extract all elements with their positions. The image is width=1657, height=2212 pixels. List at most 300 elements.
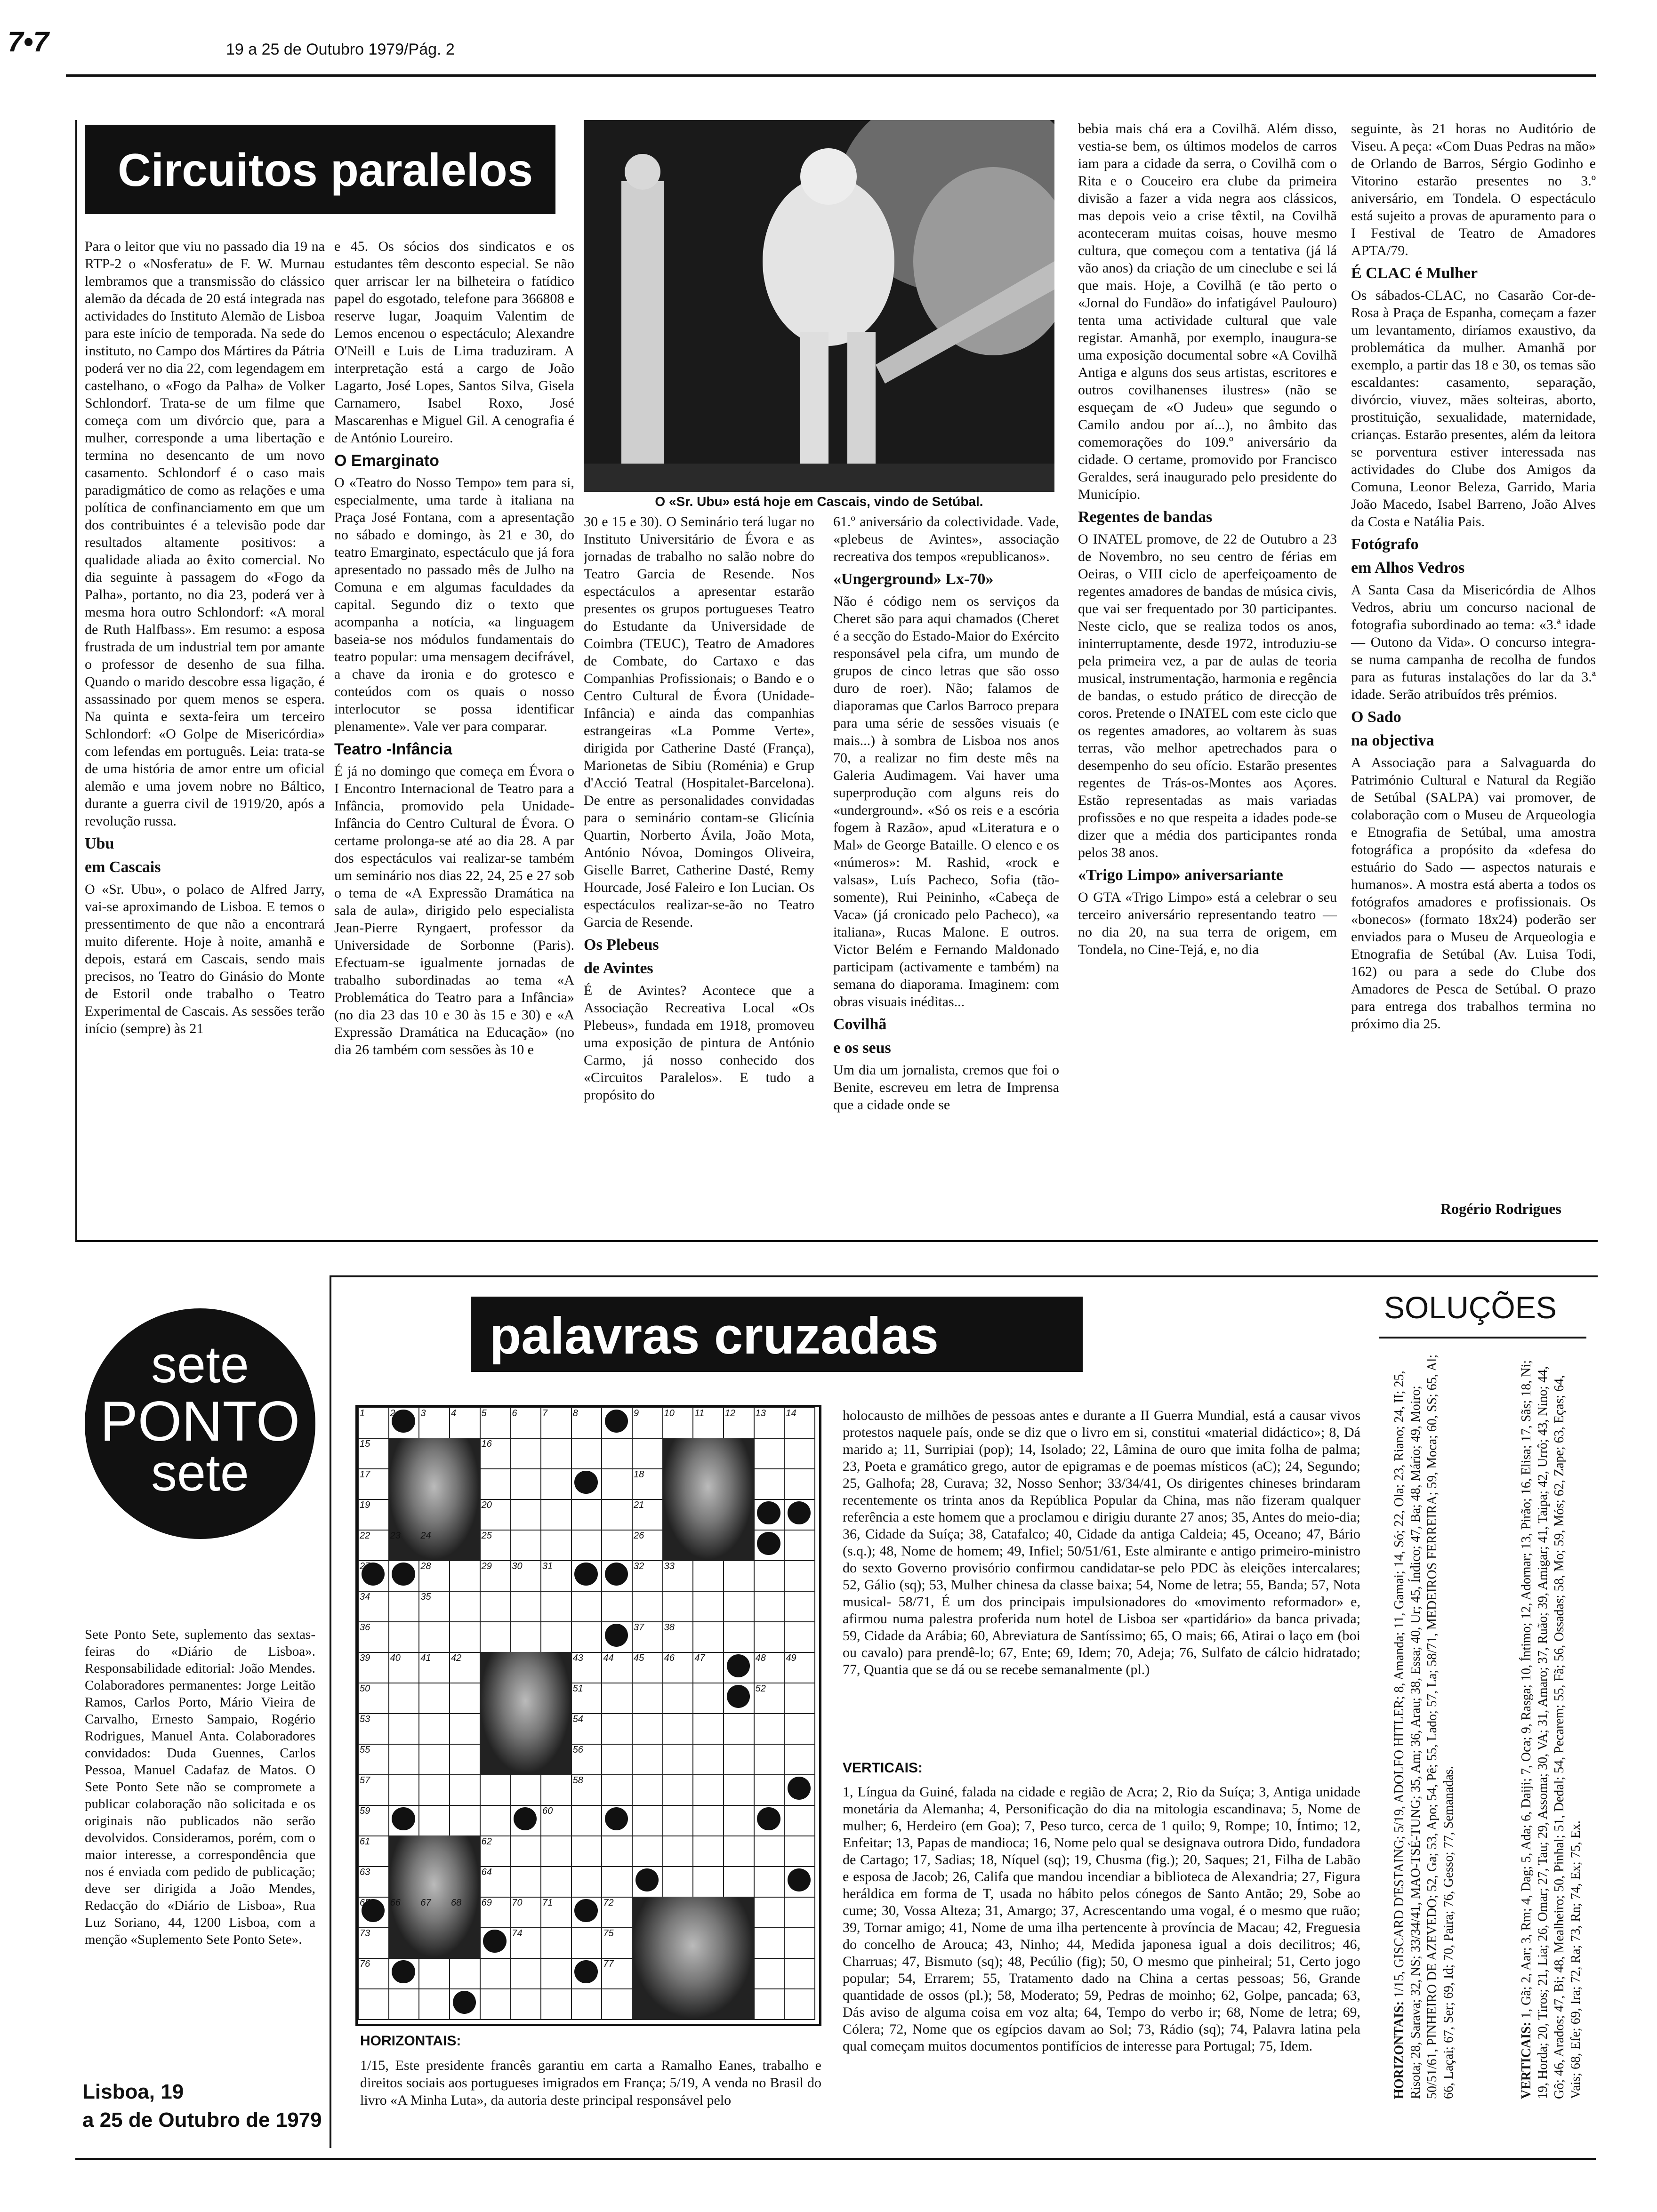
crossword-cell[interactable] (510, 1621, 541, 1653)
crossword-clue-number: 3 (420, 1408, 426, 1419)
crossword-cell[interactable] (510, 1438, 541, 1469)
crossword-clue-number: 17 (360, 1469, 370, 1480)
crossword-cell[interactable] (449, 1713, 481, 1745)
article-paragraph: Um dia um jornalista, cremos que foi o Benite, escreveu em letra de Imprensa que a cidade onde se (833, 1062, 1059, 1113)
crossword-portrait (662, 1438, 754, 1560)
crossword-cell[interactable] (601, 1988, 633, 2020)
crossword-cell[interactable] (571, 1835, 603, 1867)
logo-line-1: sete (151, 1336, 249, 1394)
crossword-clue-number: 61 (360, 1836, 370, 1847)
crossword-clue-number: 72 (603, 1898, 614, 1908)
crossword-cell[interactable] (388, 1988, 420, 2020)
crossword-cell[interactable] (784, 1744, 815, 1775)
crossword-clue-number: 76 (360, 1959, 370, 1969)
crossword-cell[interactable] (510, 1988, 541, 2020)
crossword-clue-number: 24 (420, 1531, 431, 1541)
crossword-black-dot (392, 1807, 415, 1830)
crossword-cell[interactable] (388, 1774, 420, 1806)
article-paragraph: bebia mais chá era a Covilhã. Além disso, vestia-se bem, os últimos modelos de carros iam para a cidade da serra, o Covilhã com o Rita e o Couceiro era clube da primeira divisão a fazer a vida negra aos clássicos, mas depois veio a crise têxtil, na Covilhã aconteceram muitas coisas, houve mesmo cultura, que começou com a tentativa (já lá vão anos) da criação de um cineclube e sei lá que mais. Hoje, a Covilhã (e tão perto o «Jornal do Fundão» do infatigável Paulouro) tenta uma actividade cultural que vale registar. Amanhã, por exemplo, inaugura-se uma exposição documental sobre «A Covilhã Antiga e alguns dos seus artistas, escritores e outros covilhanenses ilustres» (não se esqueçam de «O Judeu» que segundo o Camilo andou por aí...), no âmbito das comemorações do 109.º aniversário da cidade. O certame, promovido por Francisco Geraldes, será inaugurado pelo presidente do Município. (1078, 121, 1337, 502)
crossword-clue-number: 14 (786, 1408, 796, 1419)
crossword-cell[interactable] (754, 1866, 785, 1898)
crossword-cell[interactable] (510, 1591, 541, 1622)
crossword-clue-number: 75 (603, 1928, 614, 1939)
crossword-cell[interactable] (723, 1621, 755, 1653)
crossword-clue-number: 49 (786, 1653, 796, 1663)
crossword-cell[interactable] (692, 1805, 724, 1836)
crossword-black-dot (574, 1563, 597, 1586)
crossword-clue-number: 66 (390, 1898, 401, 1908)
crossword-clue-number: 73 (360, 1928, 370, 1939)
crossword-clue-number: 5 (481, 1408, 487, 1419)
solucoes-horizontais (1391, 1351, 1513, 2099)
sete-ponto-sete-logo (85, 1308, 315, 1539)
crossword-cell[interactable] (571, 1591, 603, 1622)
footer-dateline-2: a 25 de Outubro de 1979 (82, 2108, 322, 2132)
crossword-black-dot (574, 1960, 597, 1983)
section-heading: É CLAC é Mulher (1351, 264, 1478, 282)
crossword-clue-number: 22 (360, 1531, 370, 1541)
crossword-cell[interactable] (358, 1988, 389, 2020)
crossword-cell[interactable] (418, 1713, 450, 1745)
crossword-clue-number: 44 (603, 1653, 614, 1663)
crossword-clue-number: 64 (481, 1867, 492, 1877)
crossword-clue-number: 25 (481, 1531, 492, 1541)
crossword-clue-number: 69 (481, 1898, 492, 1908)
crossword-cell[interactable] (480, 1805, 511, 1836)
crossword-black-dot (483, 1930, 506, 1953)
crossword-title-banner (471, 1297, 1083, 1372)
crossword-cell[interactable] (418, 1774, 450, 1806)
crossword-cell[interactable] (662, 1866, 694, 1898)
crossword-cell[interactable] (480, 1988, 511, 2020)
crossword-cell[interactable] (540, 1499, 572, 1531)
crossword-clue-number: 45 (634, 1653, 644, 1663)
header-logo: 7•7 (8, 26, 49, 57)
crossword-cell[interactable] (540, 1621, 572, 1653)
crossword-clue-number: 34 (360, 1592, 370, 1602)
crossword-cell[interactable] (754, 1988, 785, 2020)
crossword-cell[interactable] (571, 1866, 603, 1898)
crossword-cell[interactable] (540, 1866, 572, 1898)
crossword-clue-number: 50 (360, 1683, 370, 1694)
crossword-cell[interactable] (601, 1774, 633, 1806)
crossword-clue-number: 41 (420, 1653, 431, 1663)
footer-dateline-1: Lisboa, 19 (82, 2080, 184, 2103)
crossword-clue-number: 32 (634, 1561, 644, 1571)
section-heading: em Alhos Vedros (1351, 559, 1465, 577)
crossword-cell[interactable] (540, 1958, 572, 1989)
crossword-cell[interactable] (388, 1683, 420, 1714)
crossword-clue-number: 52 (755, 1683, 766, 1694)
crossword-clue-number: 9 (634, 1408, 639, 1419)
crossword-cell[interactable] (784, 1438, 815, 1469)
crossword-cell[interactable] (784, 1530, 815, 1561)
crossword-cell[interactable] (784, 1713, 815, 1745)
crossword-cell[interactable] (784, 1560, 815, 1592)
crossword-cell[interactable] (784, 1958, 815, 1989)
crossword-clue-number: 68 (451, 1898, 462, 1908)
bottom-rule (75, 2158, 1596, 2160)
crossword-clue-number: 67 (420, 1898, 431, 1908)
crossword-clue-number: 60 (542, 1806, 553, 1816)
article-paragraph: O «Sr. Ubu», o polaco de Alfred Jarry, vai-se aproximando de Lisboa. E temos o pressentimento de que não a encontrará muito diferente. Hoje à noite, amanhã e depois, estará em Cascais, sendo mais precisos, no Teatro do Ginásio do Monte de Estoril onde trabalho o Teatro Experimental de Cascais. As sessões terão início (sempre) às 21 (85, 882, 325, 1036)
article-paragraph: Não é código nem os serviços da Cheret são para aqui chamados (Cheret é a secção do Estado-Maior do Exército responsável pela cifra, um mundo de grupos de cinco letras que são osso duro de roer). Não; falamos de diaporamas que Carlos Barroco prepara para uma série de sessões visuais (e mais...) à sombra de Lisboa nos anos 70, a realizar no fim deste mês na Galeria Audimagem. Vai haver uma superprodução com alguns reis do «underground». «Só os reis e a escória fogem à Razão», apud «Literatura e o Mal» de George Bataille. O elenco e os «números»: M. Rashid, «rock e valsas», Luís Pacheco, Sofia (tão-somente), Rui Peininho, «Cabeça de Vaca» (já cronicado pelo Pacheco), «a italiana», Rucas Malone. E outros. Victor Belém e Fernando Maldonado participam (activamente e também) na semana do diaporama. Imaginem: com obras visuais inéditas... (833, 593, 1059, 1010)
crossword-cell[interactable] (632, 1805, 663, 1836)
crossword-clue-number: 4 (451, 1408, 457, 1419)
section-heading: «Ungerground» Lx-70» (833, 570, 994, 588)
crossword-cell[interactable] (632, 1774, 663, 1806)
crossword-clue-number: 36 (360, 1622, 370, 1633)
crossword-cell[interactable] (480, 1468, 511, 1500)
crossword-cell[interactable] (754, 1835, 785, 1867)
crossword-cell[interactable] (662, 1835, 694, 1867)
solucoes-verticais-label: VERTICAIS: (1519, 2022, 1534, 2099)
horizontais-start: 1/15, Este presidente francês garantiu em carta a Ramalho Eanes, trabalho e direitos sociais aos portugueses imigrados em França; 5/19, A venda no Brasil do livro «A Minha Luta», da autoria deste principal responsável pelo (360, 2058, 821, 2108)
crossword-cell[interactable] (723, 1774, 755, 1806)
crossword-cell[interactable] (754, 1621, 785, 1653)
crossword-clue-number: 62 (481, 1836, 492, 1847)
crossword-cell[interactable] (480, 1621, 511, 1653)
crossword-cell[interactable] (418, 1988, 450, 2020)
crossword-black-dot (757, 1501, 780, 1524)
article-paragraph: 61.º aniversário da colectividade. Vade, «plebeus de Avintes», associação recreativa dos tempos «republicanos». (833, 514, 1059, 564)
crossword-cell[interactable] (692, 1621, 724, 1653)
crossword-cell[interactable] (388, 1621, 420, 1653)
crossword-black-dot (574, 1899, 597, 1922)
crossword-cell[interactable] (601, 1499, 633, 1531)
crossword-cell[interactable] (571, 1988, 603, 2020)
crossword-black-dot (635, 1868, 659, 1891)
crossword-cell[interactable] (540, 1468, 572, 1500)
crossword-cell[interactable] (784, 1988, 815, 2020)
crossword-black-dot (757, 1532, 780, 1555)
logo-line-2: PONTO (100, 1390, 300, 1453)
crossword-cell[interactable] (784, 1468, 815, 1500)
crossword-cell[interactable] (601, 1530, 633, 1561)
crossword-clue-number: 12 (725, 1408, 736, 1419)
crossword-cell[interactable] (540, 1774, 572, 1806)
crossword-cell[interactable] (601, 1866, 633, 1898)
crossword-cell[interactable] (662, 1591, 694, 1622)
crossword-cell[interactable] (784, 1683, 815, 1714)
crossword-cell[interactable] (449, 1774, 481, 1806)
crossword-cell[interactable] (632, 1713, 663, 1745)
column-6 (1351, 120, 1596, 1198)
crossword-cell[interactable] (662, 1744, 694, 1775)
crossword-cell[interactable] (723, 1866, 755, 1898)
crossword-cell[interactable] (540, 1835, 572, 1867)
crossword-cell[interactable] (723, 1591, 755, 1622)
crossword-cell[interactable] (510, 1958, 541, 1989)
crossword-portrait (388, 1835, 480, 1958)
crossword-cell[interactable] (692, 1835, 724, 1867)
crossword-cell[interactable] (449, 1621, 481, 1653)
column-4 (833, 513, 1059, 1238)
crossword-grid (355, 1405, 821, 2026)
crossword-cell[interactable] (418, 1958, 450, 1989)
crossword-clue-number: 26 (634, 1531, 644, 1541)
crossword-clue-number: 23 (390, 1531, 401, 1541)
crossword-clue-number: 31 (542, 1561, 553, 1571)
crossword-cell[interactable] (601, 1744, 633, 1775)
crossword-cell[interactable] (784, 1927, 815, 1959)
crossword-black-dot (453, 1991, 476, 2014)
section-heading: em Cascais (85, 858, 161, 876)
crossword-cell[interactable] (754, 1591, 785, 1622)
crossword-cell[interactable] (571, 1438, 603, 1469)
crossword-clue-number: 43 (572, 1653, 583, 1663)
issue-dateline: 19 a 25 de Outubro 1979/Pág. 2 (226, 40, 455, 58)
horizontais-continued: holocausto de milhões de pessoas antes e durante a II Guerra Mundial, está a causar vivos protestos naquele país, onde se diz que o livro em si, constitui «material didáctico»; 8, Dá marido a; 11, Surripiai (pop); 14, Isolado; 22, Lâmina de ouro que imita folha de palma; 23, Poeta e gramático grego, autor de epigramas e de poemas místicos (aC); 24, Segundo; 25, Galhofa; 28, Curava; 32, Nosso Senhor; 33/34/41, Os dirigentes chineses brindaram recentemente os trinta anos da República Popular da China, mas não fizeram qualquer referência a este homem que a proclamou e dirigiu durante 27 anos; 35, Antes do meio-dia; 36, Cidade da Suíça; 38, Catafalco; 40, Cidade da antiga Caldeia; 45, Oceano; 47, Bário (s.q.); 48, Nome de homem; 49, Infiel; 50/51/61, Este almirante e antigo primeiro-ministro do sexto Governo provisório confirmou candidatar-se pelo PDC às eleições intercalares; 52, Gálio (sq); 53, Mulher chinesa da classe baixa; 54, Nome de letra; 55, Banda; 57, Nota musical- 58/71, É um dos principais impulsionadores do «movimento reformador» e, afirmou numa palestra proferida num hotel de Lisboa ser «partidário» da banca privada; 59, Cidade da Arábia; 60, Abreviatura de Santíssimo; 65, O mais; 66, Atirai o laço em (boi ou cavalo) para prendê-lo; 67, Ente; 69, Idem; 70, Adeja; 76, Sulfato de cálcio hidratado; 77, Quantia que se dá ou se recebe semanalmente (pl.) (843, 1408, 1360, 1677)
crossword-cell[interactable] (418, 1621, 450, 1653)
crossword-cell[interactable] (784, 1591, 815, 1622)
crossword-clue-number: 20 (481, 1500, 492, 1510)
crossword-clue-number: 10 (664, 1408, 675, 1419)
article-paragraph: O «Teatro do Nosso Tempo» tem para si, especialmente, uma tarde à italiana na Praça José Fontana, com a apresentação no sábado e domingo, às 21 e 30, do teatro Emarginato, espectáculo que já fora apresentado no passado mês de Julho na Comuna e em algumas faculdades da capital. Segundo diz o texto que acompanha a notícia, «a linguagem baseia-se nos módulos fundamentais do teatro popular: uma mensagem decifrável, a chave da ironia e do grotesco e conteúdos com os quais o nosso interlocutor se possa identificar plenamente». Vale ver para comparar. (334, 475, 574, 734)
crossword-cell[interactable] (388, 1744, 420, 1775)
crossword-cell[interactable] (540, 1438, 572, 1469)
crossword-black-dot (727, 1685, 750, 1708)
crossword-title: palavras cruzadas (490, 1307, 939, 1365)
crossword-cell[interactable] (510, 1468, 541, 1500)
crossword-clue-number: 77 (603, 1959, 614, 1969)
crossword-cell[interactable] (692, 1683, 724, 1714)
column-3 (584, 513, 814, 1238)
crossword-cell[interactable] (754, 1713, 785, 1745)
crossword-clue-number: 40 (390, 1653, 401, 1663)
section-heading: e os seus (833, 1039, 891, 1057)
crossword-cell[interactable] (662, 1774, 694, 1806)
crossword-cell[interactable] (692, 1866, 724, 1898)
solucoes-rule (1379, 1337, 1586, 1338)
crossword-cell[interactable] (418, 1683, 450, 1714)
crossword-cell[interactable] (601, 1835, 633, 1867)
solucoes-title: SOLUÇÕES (1384, 1290, 1557, 1325)
crossword-cell[interactable] (754, 1897, 785, 1928)
crossword-cell[interactable] (388, 1713, 420, 1745)
crossword-clue-number: 8 (572, 1408, 578, 1419)
article-title-banner (85, 125, 555, 214)
crossword-clue-number: 55 (360, 1745, 370, 1755)
verticais-label: VERTICAIS: (843, 1760, 923, 1776)
crossword-cell[interactable] (723, 1713, 755, 1745)
column-1 (85, 238, 325, 1238)
photo-caption: O «Sr. Ubu» está hoje em Cascais, vindo de Setúbal. (655, 494, 983, 509)
crossword-clue-number: 2 (390, 1408, 395, 1419)
crossword-cell[interactable] (632, 1835, 663, 1867)
crossword-clue-number: 63 (360, 1867, 370, 1877)
crossword-cell[interactable] (571, 1805, 603, 1836)
crossword-cell[interactable] (449, 1958, 481, 1989)
article-paragraph: Para o leitor que viu no passado dia 19 na RTP-2 o «Nosferatu» de F. W. Murnau lembramos que a transmissão do clássico alemão da década de 20 está integrada nas actividades do Instituto Alemão de Lisboa para este início de temporada. Na sede do instituto, no Campo dos Mártires da Pátria poderá ver no dia 22, com legendagem em castelhano, o «Fogo da Palha» de Volker Schlondorf. Trata-se de um filme que começa com um divórcio que, para a mulher, corresponde a uma libertação e termina no desencanto de um novo casamento. Schlondorf é o caso mais paradigmático de como as relações e uma política de confinanciamento em que um dos contribuintes é a televisão pode dar resultados altamente positivos: a qualidade aliada ao êxito comercial. No dia seguinte à passagem do «Fogo da Palha», portanto, no dia 23, poderá ver à mesma hora outro Schlondorf: «A moral de Ruth Halfbass». Em resumo: a esposa frustrada de um industrial tem por amante o professor de desenho de sua filha. Quando o marido descobre essa ligação, é assassinado por quem menos se espera. Na quinta e sexta-feira um terceiro Schlondorf: «O Golpe de Misericórdia» com lefendas em português. Leia: trata-se de uma história de amor entre um oficial alemão e uma jovem nobre no Báltico, durante a guerra civil de 1919/20, após a revolução russa. (85, 239, 325, 829)
crossword-cell[interactable] (540, 1530, 572, 1561)
ubu-photo (584, 120, 1054, 492)
solucoes-verticais-text: 1, Gã; 2, Aar; 3, Rm; 4, Dag; 5, Ada; 6, Daiji; 7, Oca; 9, Rasga; 10, Íntimo; 12, Adornar; 13, Pirão; 16, Elisa; 17, Sãs; 18, Ni; 19, Horda; 20, Tiros; 21, Lia; 26, Omar; 27, Tau; 29, Assoma; 30, VA; 31, Amaro; 37, Ruão; 39, Amigar; 41, Taipa; 42, Urrô; 43, Nino; 44, Gô; 46, Arados; 47, Bi; 48, Mealheiro; 50, Pinhal; 51, Dedal; 54, Pecarem; 55, Fã; 56, Ossadas; 58, Mo; 59, Mós; 62, Zape; 63, Eças; 64, Vais; 68, Efe; 69, Ira; 72, Ra; 73, Rn; 74, Ex; 75, Ex. (1519, 1360, 1583, 2099)
crossword-cell[interactable] (601, 1683, 633, 1714)
horizontais-label: HORIZONTAIS: (360, 2033, 461, 2049)
solucoes-horizontais-text: 1/15, GISCARD D'ESTAING; 5/19, ADOLFO HITLER; 8, Amanda; 11, Gamai; 14, Só; 22, Ola; 23, Riano; 24, II; 25, Risota; 28, Sarava; 32, NS; 33/34/41, MAO-TSÉ-TUNG; 35, Am; 36, Arau; 38, Essa; 40, Ur; 45, Índico; 47, Ba; 48, Mário; 49, Moiro; 50/51/61, PINHEIRO DE AZEVEDO; 52, Ga; 53, Apo; 54, Pê; 55, Lado; 57, La; 58/71, MEDEIROS FERREIRA; 59, Moca; 60, SS; 65, Al; 66, Laçai; 67, Ser; 69, Id; 70, Paira; 76, Gesso; 77, Semanadas. (1392, 1354, 1456, 2099)
crossword-clue-number: 53 (360, 1714, 370, 1724)
crossword-cell[interactable] (571, 1621, 603, 1653)
crossword-cell[interactable] (449, 1591, 481, 1622)
crossword-cell[interactable] (784, 1621, 815, 1653)
crossword-cell[interactable] (632, 1591, 663, 1622)
section-heading: Regentes de bandas (1078, 508, 1213, 526)
article-paragraph: Os sábados-CLAC, no Casarão Cor-de-Rosa à Praça de Espanha, começam a fazer um levantamento, diríamos exaustivo, da problemática da mulher. Amanhã por exemplo, a partir das 18 e 30, os temas são escaldantes: casamento, separação, divórcio, viuvez, mães solteiras, aborto, prostituição, sexualidade, maternidade, crianças. Estarão presentes, além da leitora se porventura estiver interessada nas actividades do Clube dos Amigos da Comuna, Leonor Beleza, Garrido, Maria João Macedo, Isabel Barreno, João Alves da Costa e Natália Pais. (1351, 288, 1596, 529)
crossword-cell[interactable] (571, 1530, 603, 1561)
crossword-portrait (480, 1652, 571, 1774)
solucoes-verticais (1518, 1351, 1593, 2099)
imprint-text: Sete Ponto Sete, suplemento das sextas-feiras do «Diário de Lisboa». Responsabilidade editorial: João Mendes. Colaboradores permanentes: Jorge Leitão Ramos, Carlos Porto, Mário Vieira de Carvalho, Ernesto Sampaio, Rogério Rodrigues, Manuel Anta. Colaboradores convidados: Duda Guennes, Carlos Pessoa, Manuel Cadafaz de Matos. O Sete Ponto Sete não se compromete a publicar colaboração não solicitada e os originais não publicados não serão devolvidos. Consideramos, porém, com o maior interesse, a correspondência que nos é enviada com pedido de publicação; deve ser dirigida a João Mendes, Redacção do «Diário de Lisboa», Rua Luz Soriano, 44, 1200 Lisboa, com a menção «Suplemento Sete Ponto Sete». (85, 1627, 315, 1947)
crossword-cell[interactable] (784, 1897, 815, 1928)
crossword-cell[interactable] (601, 1591, 633, 1622)
crossword-cell[interactable] (480, 1591, 511, 1622)
crossword-cell[interactable] (601, 1713, 633, 1745)
crossword-clue-number: 15 (360, 1439, 370, 1449)
crossword-portrait (388, 1438, 480, 1560)
section-heading: Teatro -Infância (334, 740, 452, 758)
column-5 (1078, 120, 1337, 1217)
section-heading: «Trigo Limpo» aniversariante (1078, 866, 1283, 884)
crossword-clue-number: 28 (420, 1561, 431, 1571)
crossword-cell[interactable] (723, 1744, 755, 1775)
crossword-clue-number: 30 (512, 1561, 523, 1571)
section-heading: Fotógrafo (1351, 536, 1419, 553)
crossword-clue-number: 54 (572, 1714, 583, 1724)
crossword-portrait (632, 1897, 754, 2019)
crossword-cell[interactable] (632, 1438, 663, 1469)
crossword-cell[interactable] (418, 1744, 450, 1775)
crossword-cell[interactable] (510, 1530, 541, 1561)
crossword-cell[interactable] (754, 1927, 785, 1959)
crossword-cell[interactable] (540, 1988, 572, 2020)
verticais-clues: 1, Língua da Guiné, falada na cidade e região de Acra; 2, Rio da Suíça; 3, Antiga unidade monetária da Alemanha; 4, Personificação do dia na mitologia escandinava; 5, Nome de mulher; 6, Herdeiro (em Goa); 7, Peso turco, cerca de 1 quilo; 9, Rompe; 10, Íntimo; 12, Enfeitar; 13, Papas de mandioca; 16, Nome pelo qual se designava outrora Dido, fundadora de Cartago; 17, Sadias; 18, Níquel (sq); 19, Chusma (fig.); 20, Saques; 21, Filha de Labão e esposa de Jacob; 26, Califa que mandou incendiar a biblioteca de Alexandria; 27, Figura heráldica em forma de T, usada no hábito pelos cónegos de Santo Antão; 29, Sobe ao cume; 30, Vossa Alteza; 31, Amargo; 37, Acrescentando uma vogal, é o mesmo que ruão; 39, Tornar amigo; 41, Nome de uma ilha pertencente à província de Macau; 42, Freguesia do concelho de Arouca; 43, Ninho; 44, Medida japonesa igual a dois decilitros; 46, Charruas; 47, Bismuto (sq); 48, Pecúlio (fig); 50, O mesmo que pinheiral; 51, Certo jogo popular; 54, Errarem; 55, Tratamento dado na China a certas pessoas; 56, Grande quantidade de ossos (pl.); 58, Moderato; 59, Pedras de moinho; 62, Golpe, pancada; 63, Dás aviso de alguma coisa em voz alta; 64, Tempo do verbo ir; 68, Nome de letra; 69, Cólera; 72, Nome que os egípcios davam ao Sol; 73, Rádio (sq); 74, Palavra latina pela qual começam muitos documentos pontifícios de interesse para Portugal; 75, Idem. (843, 1784, 1360, 2054)
crossword-clue-number: 65 (360, 1898, 370, 1908)
crossword-cell[interactable] (723, 1835, 755, 1867)
article-paragraph: seguinte, às 21 horas no Auditório de Viseu. A peça: «Com Duas Pedras na mão» de Orlando de Barros, Sérgio Godinho e Vitorino estarão presentes no 3.º aniversário, em Tondela. O espectáculo está sujeito a provas de apuramento para o I Festival de Teatro de Amadores APTA/79. (1351, 121, 1596, 258)
crossword-cell[interactable] (632, 1683, 663, 1714)
article-paragraph: É de Avintes? Acontece que a Associação Recreativa Local «Os Plebeus», fundada em 1918, promoveu uma exposição de pintura de António Carmo, já nosso conhecido dos «Circuitos Paralelos». E tudo a propósito do (584, 983, 814, 1103)
crossword-black-dot (574, 1471, 597, 1494)
crossword-clue-number: 33 (664, 1561, 675, 1571)
crossword-cell[interactable] (449, 1744, 481, 1775)
article-paragraph: 30 e 15 e 30). O Seminário terá lugar no Instituto Universitário de Évora e as jornadas de trabalho no salão nobre do Teatro Garcia de Resende. Nos espectáculos a apresentar estarão presentes os grupos portugueses Teatro do Estudante da Universidade de Coimbra (TEUC), Teatro de Amadores de Combate, do Cartaxo e das Companhias Profissionais; o Bando e o Centro Cultural de Évora (Unidade-Infância) e ainda das companhias estrangeiras «La Pomme Verte», dirigida por Catherine Dasté (França), Marionetas de Sibiu (Roménia) e Grup d'Acció Teatral (Hospitalet-Barcelona). De entre as personalidades convidadas para o seminário contam-se Glicínia Quartin, Norberto Ávila, João Mota, António Nóvoa, Domingos Oliveira, Giselle Barret, Catherine Dasté, Remy Hourcade, José Faleiro e Ion Lucian. Os espectáculos realizar-se-ão no Teatro Garcia de Resende. (584, 514, 814, 930)
crossword-cell[interactable] (662, 1683, 694, 1714)
crossword-cell[interactable] (754, 1744, 785, 1775)
article-paragraph: É já no domingo que começa em Évora o I Encontro Internacional de Teatro para a Infância, promovido pela Unidade-Infância do Centro Cultural de Évora. O certame prolonga-se até ao dia 28. A par dos espectáculos vai realizar-se também um seminário nos dias 22, 24, 25 e 27 sob o tema de «A Expressão Dramática na sala de aula», dirigido pelo especialista Jean-Pierre Ryngaert, professor da Universidade de Sorbonne (Paris). Efectuam-se igualmente jornadas de trabalho subordinadas ao tema «A Problemática do Teatro para a Infância» (no dia 23 das 10 e 30 às 15 e 30) e «A Expressão Dramática na Educação» (no dia 26 também com sessões às 10 e (334, 763, 574, 1058)
crossword-cell[interactable] (692, 1774, 724, 1806)
section-heading: Covilhã (833, 1016, 887, 1033)
crossword-clue-number: 7 (542, 1408, 548, 1419)
crossword-clue-number: 21 (634, 1500, 644, 1510)
crossword-clue-number: 6 (512, 1408, 517, 1419)
crossword-cell[interactable] (510, 1835, 541, 1867)
logo-line-3: sete (151, 1444, 249, 1502)
crossword-clue-number: 38 (664, 1622, 675, 1633)
crossword-cell[interactable] (754, 1438, 785, 1469)
section-heading: Ubu (85, 835, 114, 852)
crossword-black-dot (757, 1807, 780, 1830)
crossword-cell[interactable] (754, 1560, 785, 1592)
article-paragraph: A Associação para a Salvaguarda do Património Cultural e Natural da Região de Setúbal (SALPA) vai promover, de colaboração com o Museu de Arqueologia e Etnografia de Setúbal, uma amostra fotográfica a propósito da «defesa do estuário do Sado — aspectos naturais e humanos». A mostra está aberta a todos os fotógrafos amadores e profissionais. Os «bonecos» (formato 18x24) poderão ser enviados para o Museu de Arqueologia e Etnografia de Setúbal (Av. Luisa Todi, 162) ou para a sede do Clube dos Amadores de Pesca de Setúbal. O prazo para entrega dos trabalhos termina no próximo dia 25. (1351, 755, 1596, 1032)
section-heading: O Sado (1351, 708, 1401, 726)
crossword-clue-number: 57 (360, 1775, 370, 1786)
article-paragraph: A Santa Casa da Misericórdia de Alhos Vedros, abriu um concurso nacional de fotografia subordinado ao tema: «3.ª idade — Outono da Vida». O concurso integra-se numa campanha de recolha de fundos para as futuras instalações do lar da 3.ª idade. Serão atribuídos três prémios. (1351, 582, 1596, 702)
crossword-cell[interactable] (510, 1774, 541, 1806)
crossword-clue-number: 35 (420, 1592, 431, 1602)
crossword-cell[interactable] (418, 1805, 450, 1836)
crossword-cell[interactable] (692, 1560, 724, 1592)
crossword-cell[interactable] (571, 1927, 603, 1959)
crossword-black-dot (392, 1563, 415, 1586)
crossword-cell[interactable] (601, 1438, 633, 1469)
crossword-cell[interactable] (480, 1774, 511, 1806)
crossword-cell[interactable] (692, 1591, 724, 1622)
crossword-cell[interactable] (754, 1774, 785, 1806)
crossword-black-dot (392, 1960, 415, 1983)
section-heading: Os Plebeus (584, 936, 659, 954)
crossword-cell[interactable] (723, 1805, 755, 1836)
ubu-photo-image (584, 120, 1054, 492)
crossword-clue-number: 59 (360, 1806, 370, 1816)
crossword-clue-number: 13 (755, 1408, 766, 1419)
crossword-clue-number: 48 (755, 1653, 766, 1663)
crossword-clue-number: 47 (694, 1653, 705, 1663)
crossword-clue-number: 11 (694, 1408, 705, 1419)
section-heading: na objectiva (1351, 732, 1434, 749)
section-heading: de Avintes (584, 960, 653, 977)
article-title: Circuitos paralelos (118, 144, 533, 196)
header-rule (66, 74, 1596, 77)
crossword-cell[interactable] (510, 1866, 541, 1898)
article-paragraph: O INATEL promove, de 22 de Outubro a 23 de Novembro, no seu centro de férias em Oeiras, o VIII ciclo de aperfeiçoamento de regentes amadores de bandas de música civis, que vai ser frequentado por 30 participantes. Neste ciclo, que se realiza todos os anos, ininterruptamente, desde 1972, introduziu-se pela primeira vez, a par de aulas de teoria musical, instrumentação, harmonia e regência de bandas, o estudo prático de direcção de coros. Pretende o INATEL com este ciclo que os regentes amadores, ao voltarem às suas terras, vão melhor apetrechados para o desempenho do seu ofício. Estarão presentes regentes de Trás-os-Montes aos Açores. Estão representadas as mais variadas profissões e no que respeita a idades pode-se dizer que a média dos participantes ronda pelos 38 anos. (1078, 531, 1337, 860)
crossword-cell[interactable] (480, 1958, 511, 1989)
crossword-cell[interactable] (540, 1591, 572, 1622)
crossword-cell[interactable] (571, 1499, 603, 1531)
crossword-cell[interactable] (692, 1713, 724, 1745)
article-signature: Rogério Rodrigues (1440, 1200, 1561, 1217)
crossword-clue-number: 70 (512, 1898, 523, 1908)
crossword-cell[interactable] (754, 1958, 785, 1989)
crossword-cell[interactable] (754, 1468, 785, 1500)
crossword-cell[interactable] (692, 1744, 724, 1775)
solucoes-horizontais-label: HORIZONTAIS: (1392, 2001, 1407, 2099)
crossword-clue-number: 56 (572, 1745, 583, 1755)
crossword-clue-number: 71 (542, 1898, 553, 1908)
article-paragraph: O GTA «Trigo Limpo» está a celebrar o seu terceiro aniversário representando teatro — no dia 20, na sua terra de origem, em Tondela, no Cine-Tejá, e, no dia (1078, 890, 1337, 957)
crossword-clue-number: 51 (572, 1683, 583, 1694)
crossword-cell[interactable] (388, 1591, 420, 1622)
crossword-cell[interactable] (449, 1683, 481, 1714)
crossword-cell[interactable] (662, 1713, 694, 1745)
crossword-clue-number: 27 (360, 1561, 370, 1571)
crossword-cell[interactable] (510, 1499, 541, 1531)
crossword-cell[interactable] (540, 1927, 572, 1959)
crossword-clue-number: 18 (634, 1469, 644, 1480)
crossword-cell[interactable] (784, 1805, 815, 1836)
crossword-cell[interactable] (632, 1744, 663, 1775)
crossword-clue-number: 1 (360, 1408, 365, 1419)
crossword-cell[interactable] (723, 1560, 755, 1592)
crossword-clue-number: 74 (512, 1928, 523, 1939)
crossword-cell[interactable] (449, 1805, 481, 1836)
crossword-cell[interactable] (601, 1468, 633, 1500)
crossword-cell[interactable] (662, 1805, 694, 1836)
crossword-cell[interactable] (449, 1560, 481, 1592)
crossword-cell[interactable] (784, 1835, 815, 1867)
column-2 (334, 238, 574, 1238)
article-paragraph: e 45. Os sócios dos sindicatos e os estudantes têm desconto especial. Se não quer arriscar ler na bilheteira o fatídico papel do esgotado, telefone para 366808 e reserve lugar, Joaquim Valentim de Lemos encenou o espectáculo; Alexandre O'Neill e Luis de Lima traduziram. A interpretação está a cargo de João Lagarto, José Lopes, Santos Silva, Gisela Carnamero, Isabel Roxo, José Mascarenhas e Miguel Gil. A cenografia é de António Loureiro. (334, 239, 574, 446)
